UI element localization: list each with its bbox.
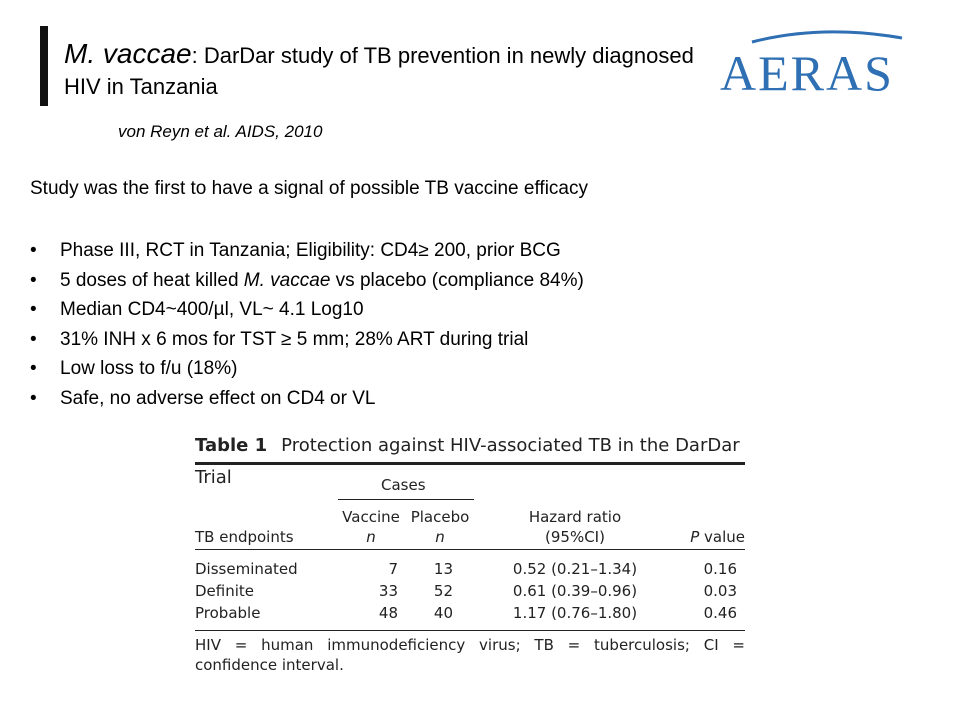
bullet-item: • Phase III, RCT in Tanzania; Eligibility: CD4≥ 200, prior BCG [30, 236, 584, 266]
logo-wordmark: AERAS [720, 45, 894, 101]
bullet-dot: • [30, 269, 37, 291]
intro-statement: Study was the first to have a signal of possible TB vaccine efficacy [30, 178, 588, 199]
logo-swoosh [752, 32, 902, 42]
table-title: Protection against HIV-associated TB in the DarDar Trial [195, 435, 740, 488]
header-hazard-ratio: Hazard ratio [528, 508, 622, 526]
title-organism: M. vaccae [64, 38, 192, 69]
bullet-item: • Median CD4~400/µl, VL~ 4.1 Log10 [30, 295, 584, 325]
bullet-dot: • [30, 387, 37, 409]
table-header [195, 465, 745, 549]
bullet-item: • 31% INH x 6 mos for TST ≥ 5 mm; 28% ART during trial [30, 325, 584, 355]
aeras-logo [712, 28, 920, 106]
header-vaccine-n: n [366, 528, 376, 546]
slide-title [64, 38, 704, 102]
bullet-list [30, 236, 584, 413]
header-ci: (95%CI) [545, 528, 605, 546]
table-footnote: HIV = human immunodeficiency virus; TB = tuberculosis; CI = confidence interval. [195, 636, 745, 674]
title-accent-bar [40, 26, 48, 106]
bullet-item: • Safe, no adverse effect on CD4 or VL [30, 384, 584, 414]
bullet-dot: • [30, 328, 37, 350]
bullet-dot: • [30, 358, 37, 379]
bullet-item: • 5 doses of heat killed M. vaccae vs placebo (compliance 84%) [30, 266, 584, 296]
citation: von Reyn et al. AIDS, 2010 [118, 122, 323, 141]
table-body [195, 550, 745, 630]
table-row: Probable 48 40 1.17 (0.76–1.80) 0.46 [195, 604, 737, 622]
aeras-logo-graphic [712, 28, 920, 106]
header-vaccine: Vaccine [342, 508, 400, 526]
table-row: Disseminated 7 13 0.52 (0.21–1.34) 0.16 [195, 560, 737, 578]
table-row: Definite 33 52 0.61 (0.39–0.96) 0.03 [195, 582, 737, 600]
cases-rule [338, 499, 474, 500]
bullet-dot: • [30, 299, 37, 320]
header-cases: Cases [381, 476, 426, 494]
results-table [195, 430, 745, 675]
table-label: Table 1 [195, 435, 268, 456]
header-tb-endpoints: TB endpoints [195, 528, 294, 546]
title-text: : DarDar study of TB prevention in newly diagnosed HIV in Tanzania [64, 43, 694, 99]
header-placebo: Placebo [410, 508, 470, 526]
bullet-dot: • [30, 240, 37, 261]
header-placebo-n: n [435, 528, 445, 546]
bullet-item: • Low loss to f/u (18%) [30, 354, 584, 384]
header-p-value: P value [690, 528, 745, 546]
